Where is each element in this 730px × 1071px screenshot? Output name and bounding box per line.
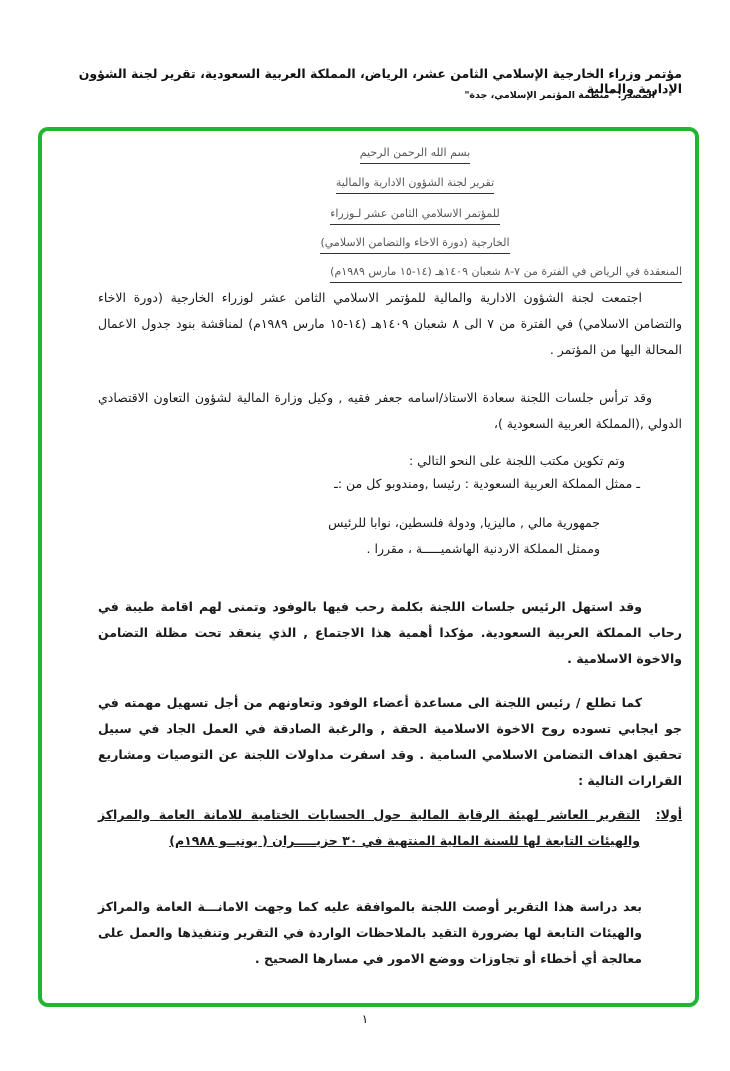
title-line-text: الخارجية (دورة الاخاء والتضامن الاسلامي) <box>320 233 509 254</box>
paragraph-recommendation: بعد دراسة هذا التقرير أوصت اللجنة بالموافقة عليه كما وجهت الامانـــة العامة والمراكز والهيئات التابعة لها بضرورة التقيد بالملاحظات الواردة في التقرير وتنفيذها والعمل على معالجة أي أخطاء أو تجاوزات ووضع الامور في مسارها الصحيح . <box>98 899 642 966</box>
report-title-line-3 <box>250 230 580 256</box>
basmala <box>330 140 500 166</box>
bureau-item: ـ ممثل المملكة العربية السعودية : رئيسا ,ومندوبو كل من :ـ <box>334 476 640 491</box>
first-item-heading <box>98 802 682 854</box>
document-source-title: مؤتمر وزراء الخارجية الإسلامي الثامن عشر، الرياض، المملكة العربية السعودية، تقرير لجنة الشؤون الإدارية والمالية <box>78 66 682 96</box>
report-title-line-2 <box>250 201 580 227</box>
paragraph-bureau-intro: وتم تكوين مكتب اللجنة على النحو التالي : <box>409 453 625 468</box>
first-item-title: التقرير العاشر لهيئة الرقابة المالية حول الحسابات الختامية للامانة العامة والمراكز والهيئات التابعة لها للسنة المالية المنتهية في ٣٠ حزيـــــران ( يونيــو ١٩٨٨م) <box>98 807 640 848</box>
page-number: ١ <box>361 1012 369 1026</box>
bureau-item: جمهورية مالي , ماليزيا, ودولة فلسطين، نوابا للرئيس <box>328 515 600 530</box>
paragraph-opening: وقد استهل الرئيس جلسات اللجنة بكلمة رحب فيها بالوفود وتمنى لهم اقامة طيبة في رحاب المملكة العربية السعودية. مؤكدا أهمية هذا الاجتماع , الذي ينعقد تحت مظلة التضامن والاخوة الاسلامية . <box>98 599 682 666</box>
title-line-text: تقرير لجنة الشؤون الادارية والمالية <box>336 173 494 194</box>
basmala-text: بسم الله الرحمن الرحيم <box>360 143 471 164</box>
document-source-label: المصدر: "منظمة المؤتمر الإسلامي، جدة" <box>464 90 655 101</box>
paragraph-cooperation: كما تطلع / رئيس اللجنة الى مساعدة أعضاء الوفود وتعاونهم من أجل تسهيل مهمته في جو ايجابي تسوده روح الاخوة الاسلامية الحقة , والرغبة الصادقة في العمل الجاد في سبيل تحقيق اهداف التضامن الاسلامي السامية . وقد اسفرت مداولات اللجنة عن التوصيات ومشاريع القرارات التالية : <box>98 695 682 788</box>
session-date-line <box>200 259 682 285</box>
report-title-line-1 <box>250 170 580 196</box>
first-item-label: أولا: <box>655 807 682 822</box>
title-line-text: للمؤتمر الاسلامي الثامن عشر لـوزراء <box>330 204 500 225</box>
date-line-text: المنعقدة في الرياض في الفترة من ٧-٨ شعبان ١٤٠٩هـ (١٤-١٥ مارس ١٩٨٩م) <box>330 262 682 283</box>
paragraph-meeting: اجتمعت لجنة الشؤون الادارية والمالية للمؤتمر الاسلامي الثامن عشر لوزراء الخارجية (دورة الاخاء والتضامن الاسلامي) في الفترة من ٧ الى ٨ شعبان ١٤٠٩هـ (١٤-١٥ مارس ١٩٨٩م) لمناقشة بنود جدول الاعمال المحالة اليها من المؤتمر . <box>98 290 682 357</box>
bureau-item: وممثل المملكة الاردنية الهاشميـــــة ، مقررا . <box>366 541 600 556</box>
paragraph-chair: وقد ترأس جلسات اللجنة سعادة الاستاذ/اسامه جعفر فقيه , وكيل وزارة المالية لشؤون التعاون الاقتصادي الدولي ,(المملكة العربية السعودية )، <box>98 390 682 431</box>
